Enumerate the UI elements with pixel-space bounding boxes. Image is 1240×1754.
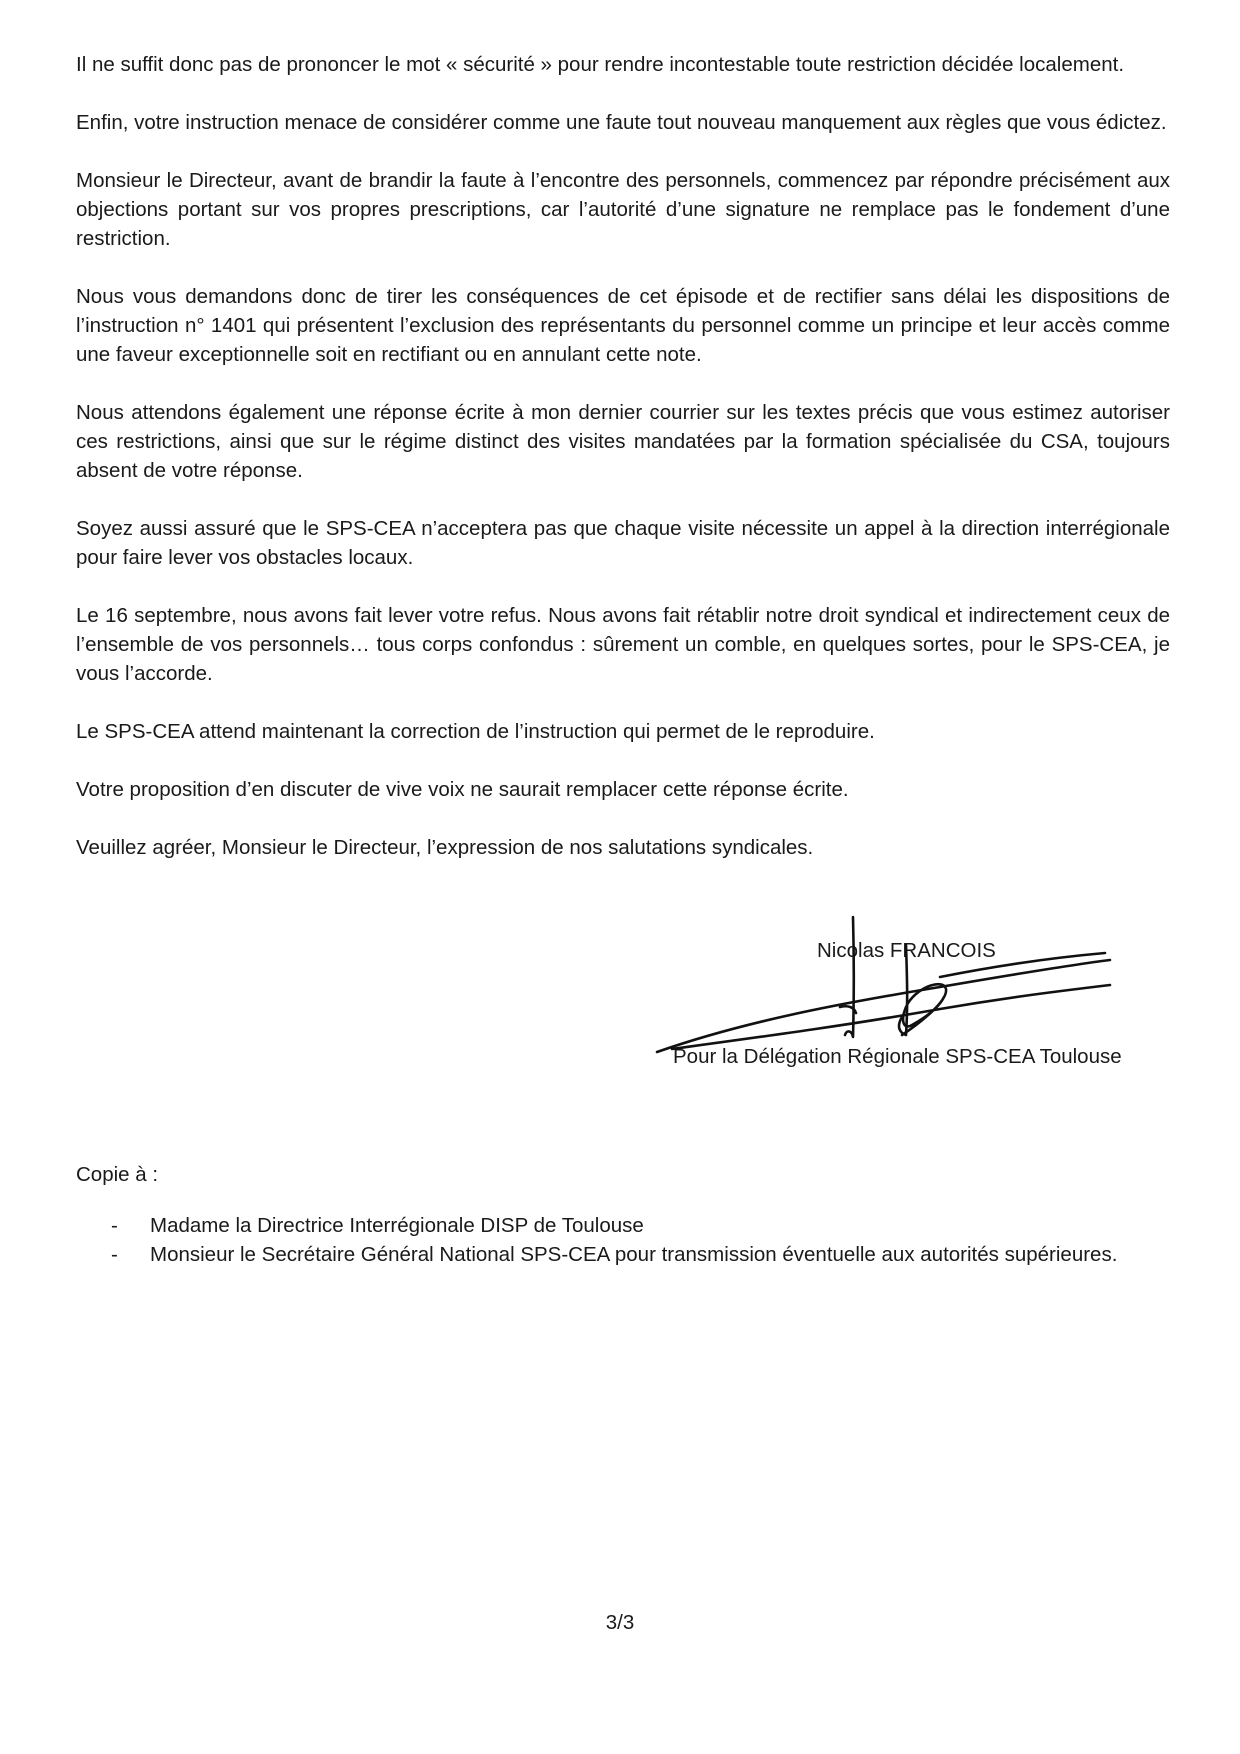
paragraph-closing-salutation: Veuillez agréer, Monsieur le Directeur, l’expression de nos salutations syndicales. [76,836,814,859]
signature-block [640,905,1180,1085]
paragraph-september-16: Le 16 septembre, nous avons fait lever votre refus. Nous avons fait rétablir notre droit syndical et indirectement ceux de l’ensemble de vos personnels… tous corps confondus : sûrement un comble, en quelques sortes, pour le SPS-CEA, je vous l’accorde. [76,604,1170,685]
handwritten-signature [640,905,1180,1085]
copy-recipient [76,1240,1170,1269]
signer-organization: Pour la Délégation Régionale SPS-CEA Toulouse [673,1045,1122,1068]
list-dash: - [111,1243,118,1266]
list-dash: - [111,1214,118,1237]
copy-label: Copie à : [76,1163,159,1186]
paragraph-written-answer: Nous attendons également une réponse écrite à mon dernier courrier sur les textes précis que vous estimez autoriser ces restrictions, ainsi que sur le régime distinct des visites mandatées par la formation spécialisée du CSA, toujours absent de votre réponse. [76,401,1170,482]
copy-recipients-list [76,1211,1170,1269]
paragraph-correction: Le SPS-CEA attend maintenant la correction de l’instruction qui permet de le reproduire. [76,720,875,743]
recipient-text: Madame la Directrice Interrégionale DISP de Toulouse [150,1214,644,1237]
copy-recipient [76,1211,1170,1240]
paragraph-director-objections: Monsieur le Directeur, avant de brandir la faute à l’encontre des personnels, commencez par répondre précisément aux objections portant sur vos propres prescriptions, car l’autorité d’une signature ne remplace pas le fondement d’une restriction. [76,169,1170,250]
paragraph-discussion: Votre proposition d’en discuter de vive voix ne saurait remplacer cette réponse écrite. [76,778,849,801]
paragraph-security: Il ne suffit donc pas de prononcer le mot « sécurité » pour rendre incontestable toute restriction décidée localement. [76,53,1125,76]
letter-body [76,50,1170,891]
recipient-text: Monsieur le Secrétaire Général National SPS-CEA pour transmission éventuelle aux autorités supérieures. [150,1243,1118,1266]
page-number: 3/3 [605,1611,635,1634]
paragraph-request-rectify: Nous vous demandons donc de tirer les conséquences de cet épisode et de rectifier sans délai les dispositions de l’instruction n° 1401 qui présentent l’exclusion des représentants du personnel comme un principe et leur accès comme une faveur exceptionnelle soit en rectifiant ou en annulant cette note. [76,285,1170,366]
signer-name: Nicolas FRANCOIS [817,939,996,962]
paragraph-fault-threat: Enfin, votre instruction menace de considérer comme une faute tout nouveau manquement aux règles que vous édictez. [76,111,1167,134]
paragraph-visits: Soyez aussi assuré que le SPS-CEA n’acceptera pas que chaque visite nécessite un appel à la direction interrégionale pour faire lever vos obstacles locaux. [76,517,1170,569]
